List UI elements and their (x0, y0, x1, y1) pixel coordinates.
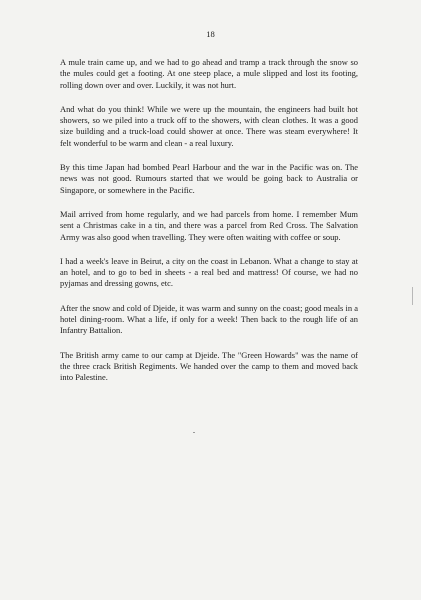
body-text (60, 57, 358, 397)
paragraph-mule-train: A mule train came up, and we had to go ahead and tramp a track through the snow so the mules could get a footing. At one steep place, a mule slipped and lost its footing, rolling down over and over. Luckily, it was not hurt. (60, 57, 358, 90)
scan-margin-mark (412, 287, 413, 305)
paragraph-pearl-harbour: By this time Japan had bombed Pearl Harbour and the war in the Pacific was on. The news was not good. Rumours started that we would be going back to Australia or Singapore, or somewhere in the Pacific. (60, 162, 358, 195)
scan-speck (193, 432, 195, 433)
paragraph-after-djeide: After the snow and cold of Djeide, it was warm and sunny on the coast; good meals in a hotel dining-room. What a life, if only for a week! Then back to the rough life of an Infantry Battalion. (60, 302, 358, 336)
paragraph-british-army: The British army came to our camp at Djeide. The "Green Howards" was the name of the three crack British Regiments. We handed over the camp to them and moved back into Palestine. (60, 349, 358, 383)
page-number: 18 (206, 29, 215, 39)
paragraph-leave-in-beirut: I had a week's leave in Beirut, a city on the coast in Lebanon. What a change to stay at an hotel, and to go to bed in sheets - a real bed and mattress! Of course, we had no pyjamas and dressing gowns, etc. (60, 255, 358, 289)
paragraph-mail-from-home: Mail arrived from home regularly, and we had parcels from home. I remember Mum sent a Christmas cake in a tin, and there was a parcel from Red Cross. The Salvation Army was also good when travelling. They were often waiting with coffee or soup. (60, 208, 358, 242)
paragraph-hot-showers: And what do you think! While we were up the mountain, the engineers had built hot showers, so we piled into a truck off to the showers, with clean clothes. It was a good size building and a truck-load could shower at once. There was steam everywhere! It felt wonderful to be warm and clean - a real luxury. (60, 103, 358, 148)
